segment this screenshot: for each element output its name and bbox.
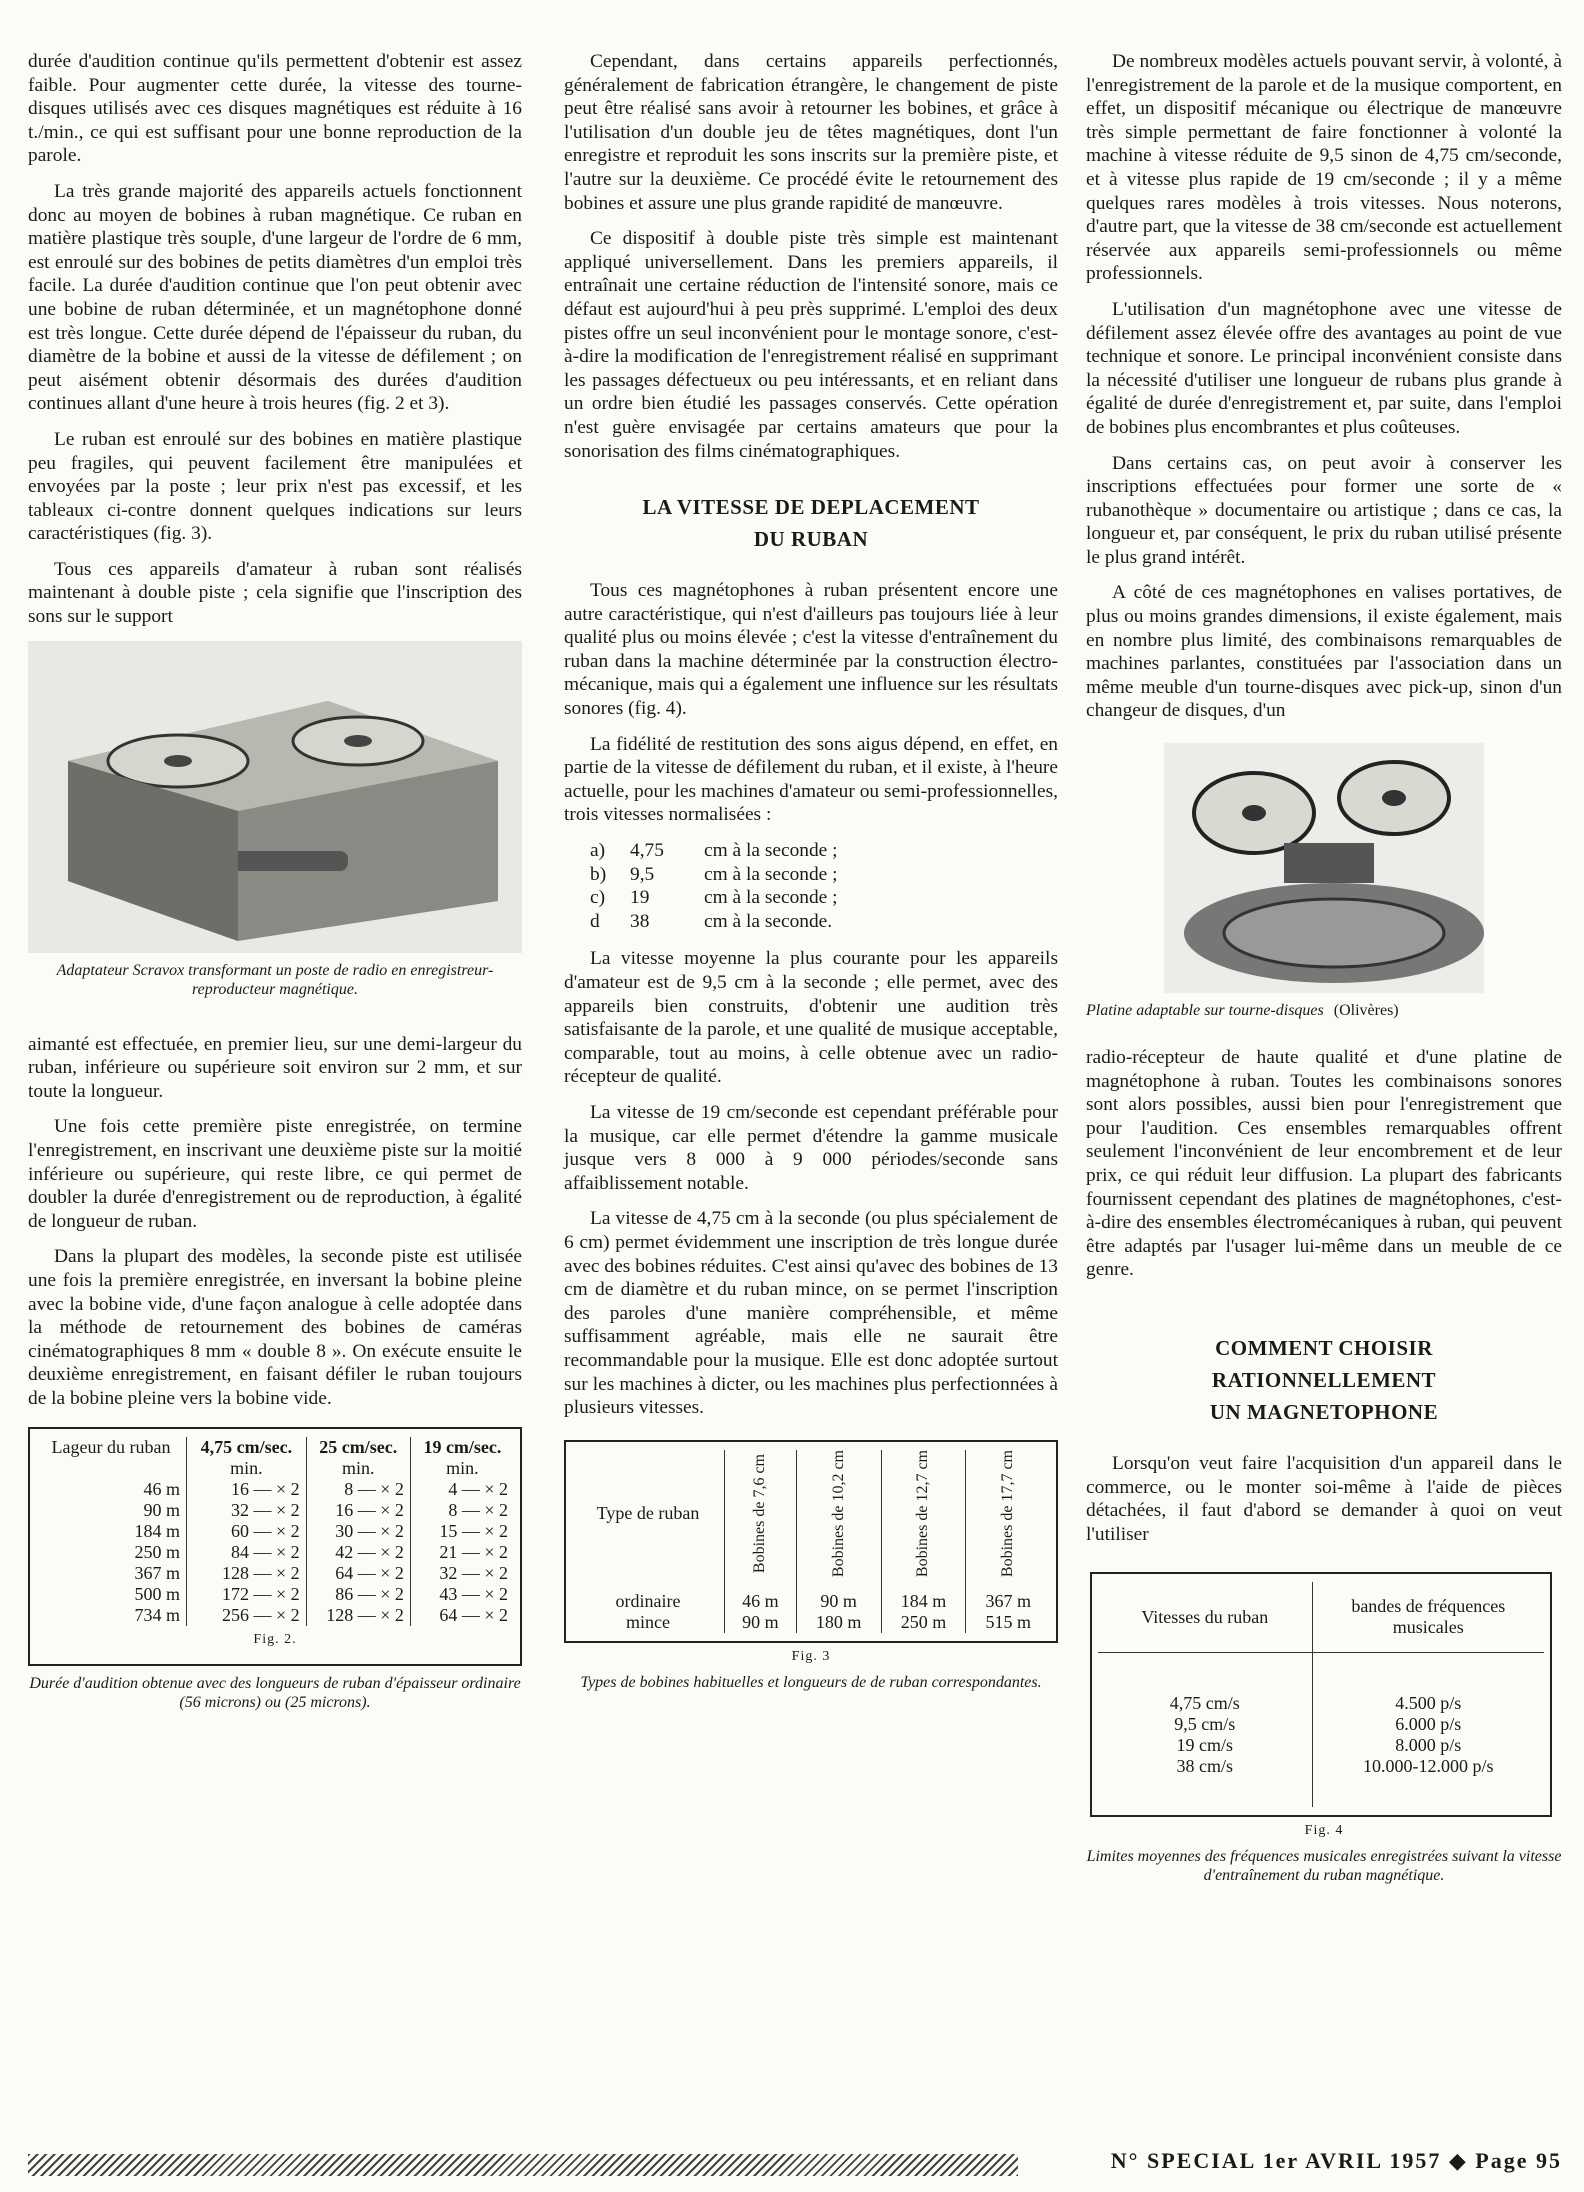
item-value: 4,75: [630, 840, 664, 862]
table-row: [36, 1542, 514, 1563]
figure-label: Fig. 3: [791, 1648, 831, 1664]
table-row: [36, 1500, 514, 1521]
cell: 128 — × 2: [187, 1563, 307, 1584]
cell: 4 — × 2: [448, 1478, 508, 1499]
col-header: 19 cm/sec.: [423, 1436, 502, 1457]
list-item: [590, 910, 1058, 934]
cell: 86 — × 2: [306, 1584, 410, 1605]
col-header: [881, 1450, 966, 1577]
column-1: [28, 50, 522, 1724]
paragraph: Dans certains cas, on peut avoir à conserver les inscriptions effectuées pour former une sorte de « rubanothèque » documentaire ou artistique ; dans ce cas, la longueur et, par conséquent, le prix du ruban utilisé présente le plus grand intérêt.: [1086, 452, 1562, 568]
item-key: a): [590, 840, 606, 862]
cell: 250 m: [881, 1612, 966, 1633]
column-2: [564, 50, 1058, 1704]
paragraph: radio-récepteur de haute qualité et d'une platine de magnétophone à ruban. Toutes les combinaisons sonores sont alors possibles, aussi bien pour l'enregistrement que pour l'audition. Ces ensembles remarquables offrent seulement l'inconvénient de leur encombrement et de leur prix, ce qui réduit leur diffusion. La plupart des fabricants fournissent cependant des platines de magnétophones, c'est-à-dire des ensembles électromécaniques à ruban, qui peuvent être adaptés par l'usager lui-même dans un meuble de ce genre.: [1086, 1047, 1562, 1281]
rotated-label: Bobines de 12,7 cm: [914, 1449, 932, 1577]
item-value: 19: [630, 887, 650, 909]
figure-caption: Types de bobines habituelles et longueurs de de ruban correspondantes.: [580, 1673, 1042, 1691]
col-header: Lageur du ruban: [36, 1437, 187, 1458]
paragraph: L'utilisation d'un magnétophone avec une vitesse de défilement assez élevée offre des avantages au point de vue technique et sonore. Le principal inconvénient consiste dans la nécessité d'utiliser une longueur de rubans plus grande à égalité de durée d'enregistrement et, par suite, dans l'emploi de bobines plus encombrantes et plus coûteuses.: [1086, 298, 1562, 438]
paragraph: durée d'audition continue qu'ils permettent d'obtenir est assez faible. Pour augmenter cette durée, la vitesse des tourne-disques utilisés avec ces disques magnétiques est réduite à 16 t./min., ce qui est suffisant pour une bonne reproduction de la parole.: [28, 51, 522, 167]
cell: 42 — × 2: [306, 1542, 410, 1563]
cell: 9,5 cm/s: [1098, 1714, 1312, 1735]
paragraph: aimanté est effectuée, en premier lieu, sur une demi-largeur du ruban, inférieure ou supérieure soit environ sur 2 mm, et sur toute la longueur.: [28, 1033, 522, 1102]
table-header-row: [36, 1437, 514, 1458]
cell: 32 — × 2: [187, 1500, 307, 1521]
table-row: [1098, 1714, 1544, 1735]
figure-label: Fig. 4: [1304, 1822, 1344, 1838]
cell: 15 — × 2: [439, 1520, 508, 1541]
figure-label: Fig. 2.: [253, 1631, 297, 1647]
unit-cell: min.: [306, 1458, 410, 1479]
table-row: [1098, 1735, 1544, 1756]
col-header: Type de ruban: [572, 1450, 725, 1577]
figure-2-table: [28, 1427, 522, 1666]
paragraph: Le ruban est enroulé sur des bobines en matière plastique peu fragiles, qui peuvent facilement être manipulées et envoyées par la poste ; leur prix n'est pas excessif, et les tableaux ci-contre donnent quelques indications sur leurs caractéristiques (fig. 3).: [28, 428, 522, 545]
unit-cell: [36, 1458, 187, 1479]
photo-caption: Adaptateur Scravox transformant un poste de radio en enregistreur-reproducteur magnétique.: [56, 961, 494, 998]
item-key: b): [590, 863, 607, 885]
table-row: [36, 1605, 514, 1626]
item-text: cm à la seconde ;: [704, 863, 838, 885]
column-3: [1086, 50, 1562, 1897]
paragraph: Tous ces appareils d'amateur à ruban sont réalisés maintenant à double piste ; cela signifie que l'inscription des sons sur le support: [28, 558, 522, 628]
cell: 250 m: [36, 1542, 187, 1563]
paragraph: La vitesse moyenne la plus courante pour les appareils d'amateur est de 9,5 cm à la seconde ; elle permet, avec des appareils bien construits, d'obtenir une audition très satisfaisante de la parole, et une qualité de musique acceptable, comparable, tout au moins, à celle obtenue avec un radio-récepteur de qualité.: [564, 948, 1058, 1088]
paragraph: Une fois cette première piste enregistrée, on termine l'enregistrement, en inscrivant une deuxième piste sur la moitié inférieure ou supérieure, qui reste libre, ce qui permet de doubler la durée d'enregistrement ou de reproduction, à égalité de longueur de ruban.: [28, 1116, 522, 1232]
cell: 43 — × 2: [439, 1583, 508, 1604]
figure-caption: Limites moyennes des fréquences musicales enregistrées suivant la vitesse d'entraînement du ruban magnétique.: [1086, 1847, 1562, 1884]
cell: 16 — × 2: [187, 1479, 307, 1500]
photo-caption: [1086, 1001, 1562, 1020]
table-row: [572, 1612, 1050, 1633]
cell: 128 — × 2: [306, 1605, 410, 1626]
heading-line: COMMENT CHOISIR: [1215, 1335, 1433, 1360]
decorative-rule: [28, 2154, 1018, 2176]
photo-credit: (Olivères): [1333, 1002, 1399, 1020]
paragraph: La vitesse de 19 cm/seconde est cependant préférable pour la musique, car elle permet d'étendre la gamme musicale jusque vers 8 000 à 9 000 périodes/seconde sans affaiblissement notable.: [564, 1101, 1058, 1194]
cell: 4.500 p/s: [1395, 1692, 1462, 1713]
cell: 8 — × 2: [306, 1479, 410, 1500]
section-heading: [564, 491, 1058, 555]
duration-table: [36, 1437, 514, 1626]
col-header: [725, 1450, 797, 1577]
rotated-label: Bobines de 10,2 cm: [829, 1449, 847, 1577]
cell: 180 m: [796, 1612, 881, 1633]
cell: 30 — × 2: [306, 1521, 410, 1542]
table-row: [36, 1584, 514, 1605]
paragraph: Dans la plupart des modèles, la seconde piste est utilisée une fois la première enregistrée, en inversant la bobine pleine avec la bobine vide, d'une façon analogue à celle adoptée dans la méthode de retournement des bobines de caméras cinématographiques 8 mm « double 8 ». On exécute ensuite le deuxième enregistrement, en faisant défiler le ruban toujours de la bobine pleine vers la bobine vide.: [28, 1246, 522, 1409]
reel-table: [572, 1450, 1050, 1633]
paragraph: La fidélité de restitution des sons aigus dépend, en effet, en partie de la vitesse de défilement du ruban, et il existe, à l'heure actuelle, pour les machines d'amateur ou semi-professionnelles, trois vitesses normalisées :: [564, 733, 1058, 826]
heading-line: UN MAGNETOPHONE: [1209, 1399, 1439, 1424]
paragraph: La très grande majorité des appareils actuels fonctionnent donc au moyen de bobines à ruban magnétique. Ce ruban en matière plastique très souple, d'une largeur de l'ordre de 6 mm, est enroulé sur des bobines de petits diamètres d'un emploi très facile. La durée d'audition continue que l'on peut obtenir avec une bobine de ruban déterminée, et un magnétophone donné est très longue. Cette durée dépend de l'épaisseur du ruban, du diamètre de la bobine et aussi de la vitesse de défilement ; on peut aisément obtenir désormais des durées d'audition continues allant d'une heure à trois heures (fig. 2 et 3).: [28, 180, 522, 415]
table-row: [36, 1563, 514, 1584]
heading-line: RATIONNELLEMENT: [1211, 1367, 1437, 1392]
item-text: cm à la seconde.: [704, 910, 833, 932]
list-item: [590, 863, 1058, 887]
table-row: [1098, 1652, 1544, 1714]
cell: 10.000-12.000 p/s: [1363, 1755, 1494, 1776]
table-header-row: [572, 1450, 1050, 1577]
cell: 4,75 cm/s: [1098, 1652, 1312, 1714]
tape-recorder-illustration: [28, 641, 522, 953]
cell: 256 — × 2: [187, 1605, 307, 1626]
list-item: [590, 839, 1058, 863]
tape-recorder-photo: [28, 641, 522, 953]
col-header: [966, 1450, 1050, 1577]
cell: ordinaire: [572, 1577, 725, 1612]
col-header: 4,75 cm/sec.: [187, 1437, 307, 1458]
cell: 46 m: [725, 1577, 797, 1612]
table-row: [572, 1577, 1050, 1612]
col-header: 25 cm/sec.: [306, 1437, 410, 1458]
table-row: [36, 1479, 514, 1500]
item-value: 38: [630, 910, 650, 932]
paragraph: Tous ces magnétophones à ruban présentent encore une autre caractéristique, qui n'est d'ailleurs pas toujours liée à leur qualité plus ou moins élevée ; c'est la vitesse d'entraînement du ruban dans la machine déterminée par la construction électro-mécanique, mais qui a également une influence sur les résultats sonores (fig. 4).: [564, 580, 1058, 720]
list-item: [590, 886, 1058, 910]
page-footer: [0, 2148, 1584, 2184]
cell: 500 m: [36, 1584, 187, 1605]
col-header: [796, 1450, 881, 1577]
unit-cell: min.: [187, 1458, 307, 1479]
figure-caption: Durée d'audition obtenue avec des longueurs de ruban d'épaisseur ordinaire (56 microns) ou (25 microns).: [29, 1674, 521, 1711]
rotated-label: Bobines de 7,6 cm: [751, 1453, 769, 1573]
heading-line: DU RUBAN: [753, 527, 869, 552]
item-value: 9,5: [630, 863, 655, 885]
cell: 184 m: [881, 1577, 966, 1612]
cell: 64 — × 2: [439, 1604, 508, 1625]
paragraph: Ce dispositif à double piste très simple est maintenant appliqué universellement. Dans les premiers appareils, il entraînait une certaine réduction de l'intensité sonore, mais ce défaut est aujourd'hui à peu près supprimé. L'emploi des deux pistes offre un seul inconvénient pour le montage sonore, c'est-à-dire la modification de l'enregistrement réalisé en supprimant les passages défectueux ou peu intéressants, et en reliant dans un ordre bien étudié les passages conservés. Cette opération n'est guère envisagée par certains amateurs que pour la sonorisation des films cinématographiques.: [564, 228, 1058, 462]
cell: 64 — × 2: [306, 1563, 410, 1584]
item-text: cm à la seconde ;: [704, 840, 838, 862]
item-key: c): [590, 887, 606, 909]
cell: 515 m: [985, 1611, 1031, 1632]
cell: mince: [572, 1612, 725, 1633]
item-text: cm à la seconde ;: [704, 887, 838, 909]
cell: 19 cm/s: [1098, 1735, 1312, 1756]
col-header: bandes de fréquences musicales: [1312, 1582, 1544, 1652]
figure-4-table: [1090, 1572, 1552, 1817]
issue-and-page-number: N° SPECIAL 1er AVRIL 1957 ◆ Page 95: [1110, 2148, 1562, 2173]
cell: 8.000 p/s: [1395, 1734, 1462, 1755]
rotated-label: Bobines de 17,7 cm: [999, 1449, 1017, 1577]
unit-cell: min.: [446, 1457, 479, 1478]
cell: 90 m: [796, 1577, 881, 1612]
cell: 60 — × 2: [187, 1521, 307, 1542]
paragraph: De nombreux modèles actuels pouvant servir, à volonté, à l'enregistrement de la parole et de la musique comportent, en effet, un dispositif mécanique ou électrique de manœuvre très simple permettant de faire fonctionner à volonté la machine à vitesse réduite de 9,5 sinon de 4,75 cm/seconde, et à vitesse plus rapide de 19 cm/seconde ; il y a même quelques rares modèles à trois vitesses. Nous noterons, d'autre part, que la vitesse de 38 cm/seconde est actuellement réservée aux appareils semi-professionnels ou même professionnels.: [1086, 51, 1562, 285]
cell: 32 — × 2: [439, 1562, 508, 1583]
cell: 84 — × 2: [187, 1542, 307, 1563]
cell: 8 — × 2: [448, 1499, 508, 1520]
speed-list: [590, 839, 1058, 933]
cell: 367 m: [36, 1563, 187, 1584]
tape-deck-photo: [1164, 743, 1484, 993]
cell: 6.000 p/s: [1395, 1713, 1462, 1734]
item-key: d: [590, 910, 600, 932]
table-row: [1098, 1756, 1544, 1807]
cell: 90 m: [36, 1500, 187, 1521]
cell: 734 m: [36, 1605, 187, 1626]
paragraph: A côté de ces magnétophones en valises portatives, de plus ou moins grandes dimensions, il existe également, mais en nombre plus limité, des combinaisons remarquables de machines parlantes, constituées par l'association dans un même meuble d'un tourne-disques avec pick-up, sinon d'un changeur de disques, d'un: [1086, 582, 1562, 722]
cell: 367 m: [985, 1590, 1031, 1611]
cell: 184 m: [36, 1521, 187, 1542]
cell: 38 cm/s: [1098, 1756, 1312, 1807]
cell: 172 — × 2: [187, 1584, 307, 1605]
cell: 90 m: [725, 1612, 797, 1633]
table-row: [36, 1521, 514, 1542]
cell: 21 — × 2: [439, 1541, 508, 1562]
col-header: Vitesses du ruban: [1098, 1582, 1312, 1652]
tape-deck-illustration: [1164, 743, 1484, 993]
paragraph: Lorsqu'on veut faire l'acquisition d'un appareil dans le commerce, ou le monter soi-même à l'aide de pièces détachées, il faut d'abord se demander à quoi on veut l'utiliser: [1086, 1452, 1562, 1545]
cell: 46 m: [36, 1479, 187, 1500]
table-header-row: [1098, 1582, 1544, 1652]
frequency-table: [1098, 1582, 1544, 1807]
figure-3-table: [564, 1440, 1058, 1643]
caption-text: Platine adaptable sur tourne-disques: [1086, 1002, 1324, 1020]
section-heading: [1086, 1332, 1562, 1428]
paragraph: Cependant, dans certains appareils perfectionnés, généralement de fabrication étrangère, le changement de piste peut être réalisé sans avoir à retourner les bobines, et grâce à l'utilisation d'un double jeu de têtes magnétiques, dont l'un enregistre et reproduit les sons inscrits sur la première piste, et l'autre sur la deuxième. Ce procédé évite le retournement des bobines et assure une plus grande rapidité de manœuvre.: [564, 51, 1058, 214]
cell: 16 — × 2: [306, 1500, 410, 1521]
table-unit-row: [36, 1458, 514, 1479]
heading-line: LA VITESSE DE DEPLACEMENT: [642, 495, 980, 520]
paragraph: La vitesse de 4,75 cm à la seconde (ou plus spécialement de 6 cm) permet évidemment une inscription de très longue durée avec des bobines réduites. C'est ainsi qu'avec des bobines de 13 cm de diamètre et du ruban mince, on se permet l'inscription des paroles d'une manière compréhensible, et même suffisamment agréable, mais elle ne saurait être recommandable pour la musique. Elle est donc adoptée surtout sur les machines à dicter, ou les machines plus perfectionnées à plusieurs vitesses.: [564, 1208, 1058, 1419]
